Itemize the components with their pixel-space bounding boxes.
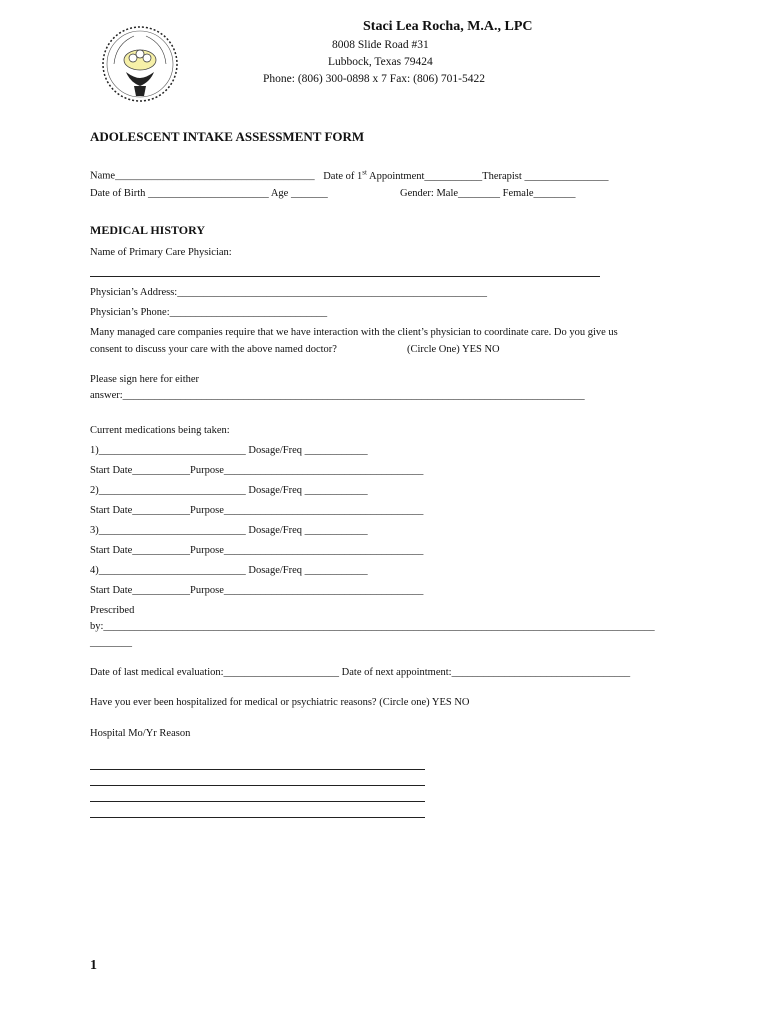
medication-3-field[interactable]: 3)____________________________ Dosage/Freq ____________ — [90, 525, 368, 536]
prescribed-label: Prescribed — [90, 605, 135, 616]
name-field[interactable]: Name______________________________________ — [90, 170, 315, 182]
signature-label: Please sign here for either — [90, 374, 200, 385]
hospital-table-header: Hospital Mo/Yr Reason — [90, 728, 191, 739]
gender-field[interactable]: Gender: Male________ Female________ — [400, 188, 576, 199]
medication-4-field[interactable]: 4)____________________________ Dosage/Freq ____________ — [90, 565, 368, 576]
prescribed-by-continuation[interactable]: ________ — [90, 637, 132, 648]
counseling-logo — [100, 24, 180, 104]
medication-3-start-purpose[interactable]: Start Date___________Purpose______________________________________ — [90, 545, 424, 556]
appointment-label[interactable]: Date of 1st Appointment___________Therapist ________________ — [323, 168, 609, 182]
medication-2-start-purpose[interactable]: Start Date___________Purpose______________________________________ — [90, 505, 424, 516]
medical-evaluation-field[interactable]: Date of last medical evaluation:______________________ Date of next appointment:__________________________________ — [90, 667, 631, 678]
dob-age-field[interactable]: Date of Birth _______________________ Age _______ — [90, 188, 328, 199]
consent-circle-options[interactable]: (Circle One) YES NO — [407, 344, 500, 355]
hospitalized-question[interactable]: Have you ever been hospitalized for medical or psychiatric reasons? (Circle one) YES NO — [90, 697, 470, 708]
hospital-line-3[interactable] — [90, 801, 425, 802]
medications-label: Current medications being taken: — [90, 425, 230, 436]
name-appointment-row[interactable] — [90, 166, 608, 183]
address-line-1: 8008 Slide Road #31 — [332, 39, 429, 51]
pcp-line[interactable] — [90, 276, 600, 277]
address-line-2: Lubbock, Texas 79424 — [328, 56, 433, 68]
signature-field[interactable]: answer:________________________________________________________________________________________ — [90, 390, 585, 401]
medication-1-start-purpose[interactable]: Start Date___________Purpose______________________________________ — [90, 465, 424, 476]
medication-2-field[interactable]: 2)____________________________ Dosage/Freq ____________ — [90, 485, 368, 496]
page-number: 1 — [90, 958, 97, 973]
consent-text-2: consent to discuss your care with the above named doctor? — [90, 344, 337, 355]
pcp-label: Name of Primary Care Physician: — [90, 247, 232, 258]
hospital-line-1[interactable] — [90, 769, 425, 770]
medication-1-field[interactable]: 1)____________________________ Dosage/Freq ____________ — [90, 445, 368, 456]
hospital-line-2[interactable] — [90, 785, 425, 786]
physician-phone-field[interactable]: Physician’s Phone:______________________________ — [90, 307, 328, 318]
physician-address-field[interactable]: Physician’s Address:___________________________________________________________ — [90, 287, 487, 298]
phone-fax: Phone: (806) 300-0898 x 7 Fax: (806) 701-5422 — [263, 73, 485, 85]
prescribed-by-field[interactable]: by:_________________________________________________________________________________________________________ — [90, 621, 655, 632]
hospital-line-4[interactable] — [90, 817, 425, 818]
form-title: ADOLESCENT INTAKE ASSESSMENT FORM — [90, 129, 365, 144]
medical-history-heading: MEDICAL HISTORY — [90, 223, 206, 237]
consent-text-1: Many managed care companies require that we have interaction with the client’s physician to coordinate care. Do you give us — [90, 327, 618, 338]
practitioner-name: Staci Lea Rocha, M.A., LPC — [363, 19, 533, 34]
medication-4-start-purpose[interactable]: Start Date___________Purpose______________________________________ — [90, 585, 424, 596]
